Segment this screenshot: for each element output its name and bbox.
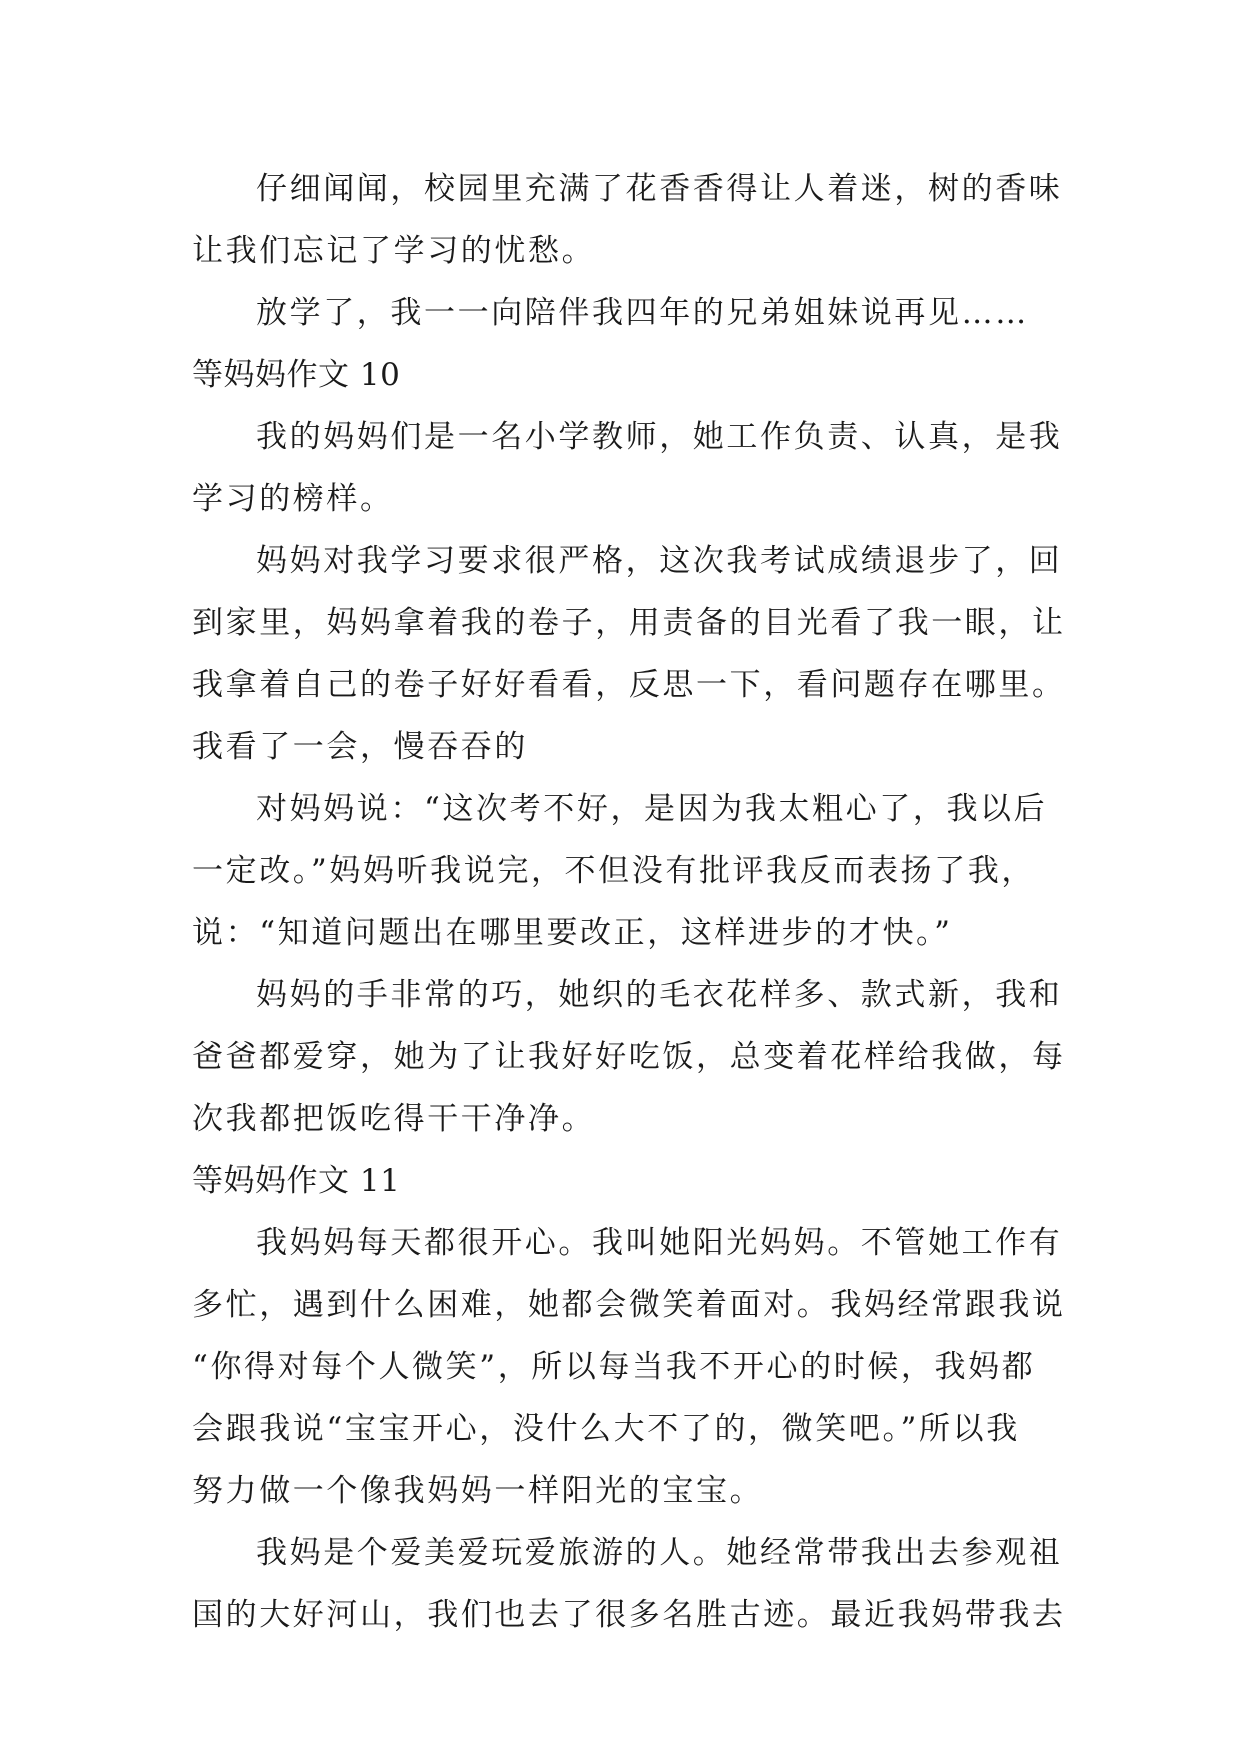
paragraph-line: 次我都把饭吃得干干净净。 [192,1101,596,1137]
paragraph-line: 妈妈对我学习要求很严格，这次我考试成绩退步了，回 [256,543,1063,579]
paragraph-line: 努力做一个像我妈妈一样阳光的宝宝。 [192,1473,764,1509]
paragraph-line: 说：“知道问题出在哪里要改正，这样进步的才快。” [192,915,953,951]
paragraph-line: 一定改。”妈妈听我说完，不但没有批评我反而表扬了我， [192,853,1035,889]
document-body [192,158,1072,1646]
paragraph-line: 爸爸都爱穿，她为了让我好好吃饭，总变着花样给我做，每 [192,1039,1066,1075]
paragraph-line: 我看了一会，慢吞吞的 [192,729,528,765]
paragraph-line: 多忙，遇到什么困难，她都会微笑着面对。我妈经常跟我说 [192,1287,1066,1323]
paragraph-line: 到家里，妈妈拿着我的卷子，用责备的目光看了我一眼，让 [192,605,1066,641]
paragraph-line: 仔细闻闻，校园里充满了花香香得让人着迷，树的香味 [256,171,1063,207]
paragraph-line: “你得对每个人微笑”，所以每当我不开心的时候，我妈都 [192,1349,1036,1385]
paragraph-line: 学习的榜样。 [192,481,394,517]
paragraph-line: 国的大好河山，我们也去了很多名胜古迹。最近我妈带我去 [192,1597,1066,1633]
paragraph-line: 我妈妈每天都很开心。我叫她阳光妈妈。不管她工作有 [256,1225,1063,1261]
paragraph-line: 让我们忘记了学习的忧愁。 [192,233,596,269]
paragraph-line: 放学了，我一一向陪伴我四年的兄弟姐妹说再见…… [256,295,1029,331]
paragraph-line: 我的妈妈们是一名小学教师，她工作负责、认真，是我 [256,419,1063,455]
paragraph-line: 我妈是个爱美爱玩爱旅游的人。她经常带我出去参观祖 [256,1535,1063,1571]
paragraph-line: 对妈妈说：“这次考不好，是因为我太粗心了，我以后 [256,791,1048,827]
paragraph-line: 我拿着自己的卷子好好看看，反思一下，看问题存在哪里。 [192,667,1066,703]
paragraph-line: 妈妈的手非常的巧，她织的毛衣花样多、款式新，我和 [256,977,1063,1013]
section-heading: 等妈妈作文 11 [192,1163,401,1199]
paragraph-line: 会跟我说“宝宝开心，没什么大不了的，微笑吧。”所以我 [192,1411,1020,1447]
section-heading: 等妈妈作文 10 [192,357,401,393]
